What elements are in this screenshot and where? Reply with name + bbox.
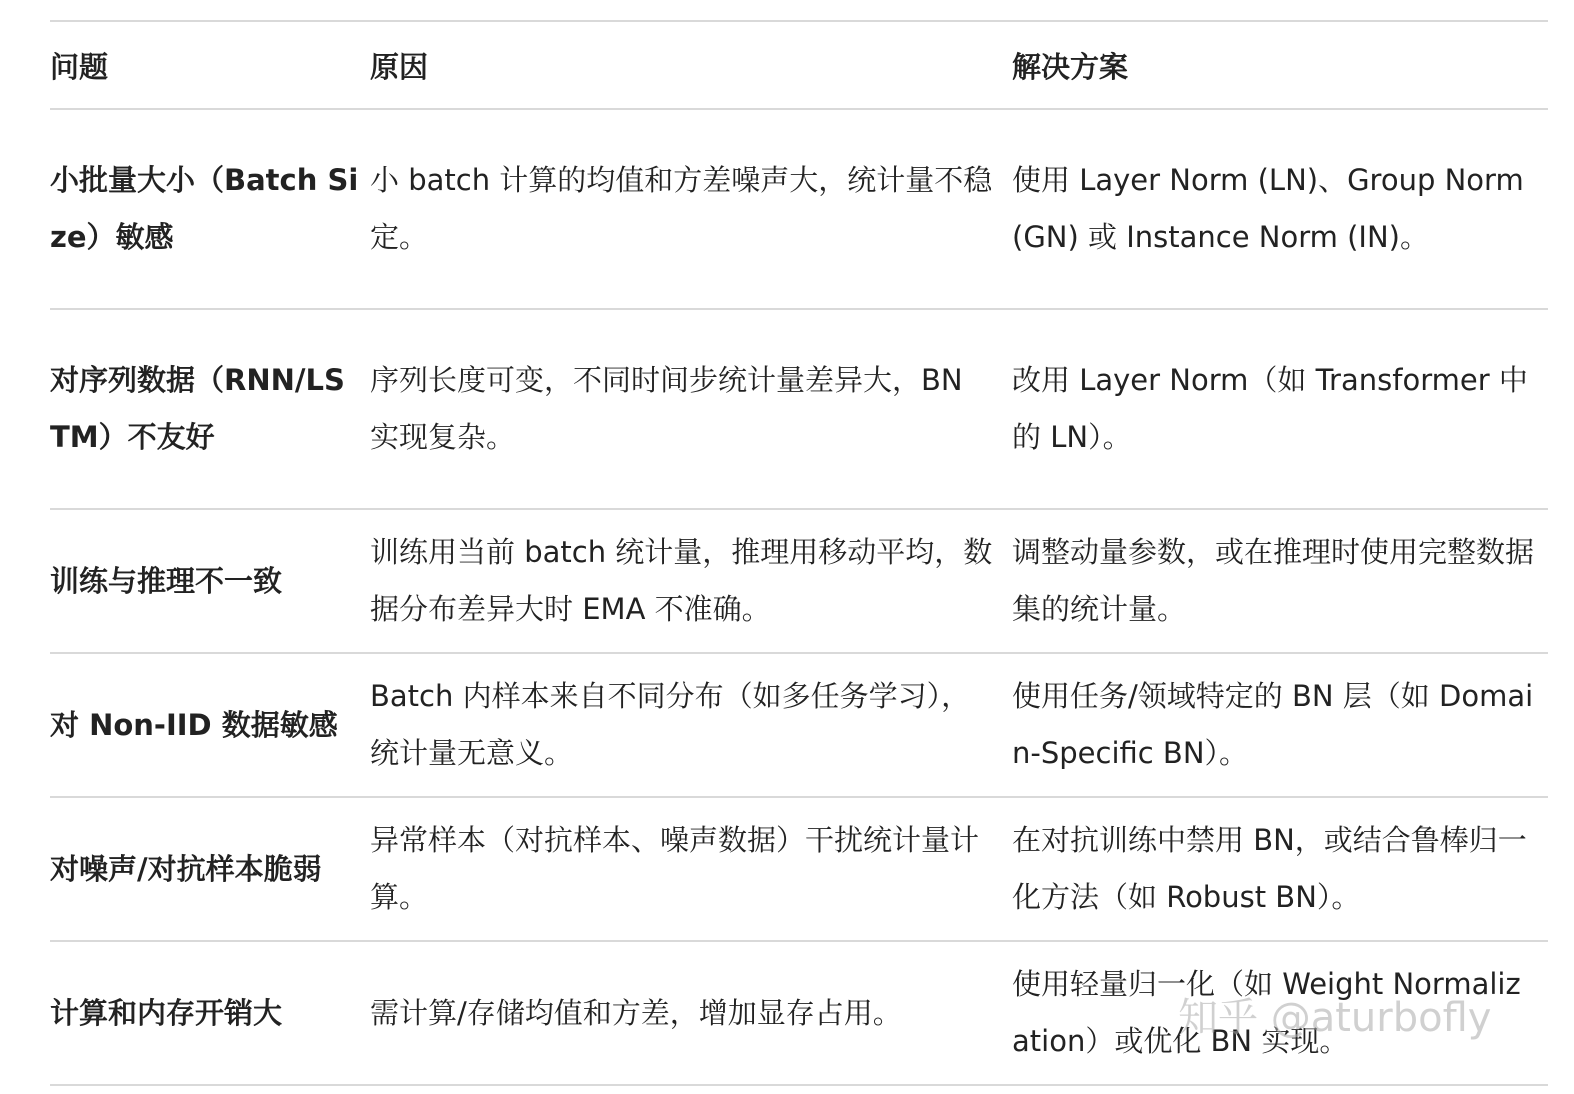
header-solution: 解决方案	[1012, 49, 1129, 84]
cell-cause: 异常样本（对抗样本、噪声数据）干扰统计量计算。	[370, 823, 980, 914]
table-row	[50, 797, 1548, 941]
cell-cause: 需计算/存储均值和方差，增加显存占用。	[370, 995, 902, 1030]
table-header-row	[50, 21, 1548, 109]
cell-cause: 序列长度可变，不同时间步统计量差异大，BN 实现复杂。	[370, 363, 963, 454]
cell-solution: 使用 Layer Norm (LN)、Group Norm (GN) 或 Instance Norm (IN)。	[1012, 163, 1524, 254]
table-row	[50, 509, 1548, 653]
cell-solution: 改用 Layer Norm（如 Transformer 中的 LN）。	[1012, 363, 1528, 454]
cell-problem: 对序列数据（RNN/LSTM）不友好	[50, 363, 345, 454]
cell-problem: 小批量大小（Batch Size）敏感	[50, 163, 359, 254]
table-row	[50, 309, 1548, 509]
cell-problem: 计算和内存开销大	[50, 995, 283, 1030]
comparison-table	[50, 20, 1548, 1086]
cell-cause: 小 batch 计算的均值和方差噪声大，统计量不稳定。	[370, 163, 993, 254]
cell-solution: 在对抗训练中禁用 BN，或结合鲁棒归一化方法（如 Robust BN）。	[1012, 823, 1527, 914]
header-problem: 问题	[50, 49, 109, 84]
cell-cause: Batch 内样本来自不同分布（如多任务学习），统计量无意义。	[370, 679, 971, 770]
cell-solution: 使用任务/领域特定的 BN 层（如 Domain-Specific BN）。	[1012, 679, 1534, 770]
cell-problem: 对 Non-IID 数据敏感	[50, 707, 338, 742]
header-cause: 原因	[370, 49, 429, 84]
cell-solution: 使用轻量归一化（如 Weight Normalization）或优化 BN 实现。	[1012, 967, 1521, 1058]
cell-solution: 调整动量参数，或在推理时使用完整数据集的统计量。	[1012, 535, 1535, 626]
table-row	[50, 653, 1548, 797]
cell-problem: 对噪声/对抗样本脆弱	[50, 851, 322, 886]
table-row	[50, 109, 1548, 309]
cell-cause: 训练用当前 batch 统计量，推理用移动平均，数据分布差异大时 EMA 不准确。	[370, 535, 993, 626]
watermark: 知乎 @aturbofly	[1178, 995, 1492, 1041]
table-row	[50, 941, 1548, 1085]
cell-problem: 训练与推理不一致	[50, 563, 283, 598]
